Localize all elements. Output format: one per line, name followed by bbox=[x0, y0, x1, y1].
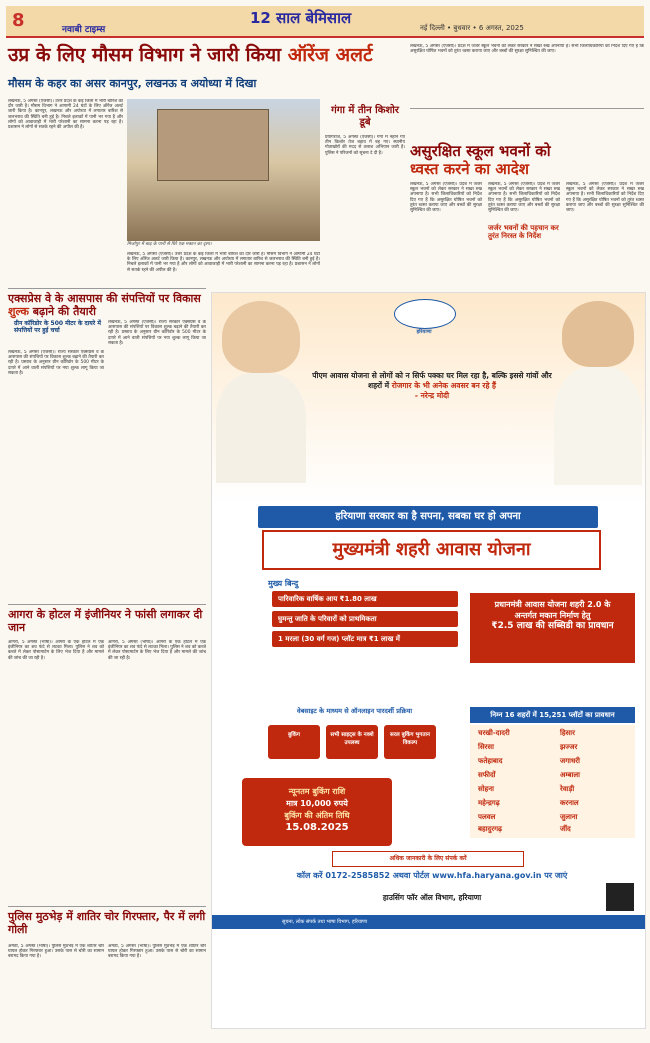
divider bbox=[8, 288, 206, 289]
city-item: अम्बाला bbox=[560, 771, 580, 779]
dateline: नई दिल्ली • बुधवार • 6 अगस्त, 2025 bbox=[420, 24, 524, 32]
government-advertisement bbox=[211, 292, 646, 1029]
ad-bullet: 1 मरला (30 वर्ग गज) प्लॉट मात्र ₹1 लाख में bbox=[272, 631, 458, 647]
city-item: सिरसा bbox=[478, 743, 494, 751]
cm-portrait-body bbox=[554, 367, 642, 485]
police-headline: पुलिस मुठभेड़ में शातिर चोर गिरफ्तार, पैर में लगी गोली bbox=[8, 910, 206, 936]
pmay-line: प्रधानमंत्री आवास योजना शहरी 2.0 के bbox=[494, 600, 611, 609]
pmay-subsidy-amount: ₹2.5 लाख की सब्सिडी का प्रावधान bbox=[491, 621, 614, 631]
police-body-col2: अमेठी, 5 अगस्त (भाषा)। पुलिस मुठभेड़ में एक शातिर चोर घायल होकर गिरफ्तार हुआ। उसके पास से चोरी का सामान बरामद किया गया है। bbox=[108, 944, 206, 960]
ad-cities-header: निम्न 16 शहरों में 15,251 प्लॉटों का प्रावधान bbox=[470, 707, 635, 723]
school-headline bbox=[410, 142, 644, 178]
expressway-headline bbox=[8, 292, 206, 318]
divider bbox=[410, 108, 644, 109]
city-item: जगाधरी bbox=[560, 757, 580, 765]
ad-web-process: वेबसाइट के माध्यम से ऑनलाइन पारदर्शी प्रक्रिया bbox=[296, 707, 413, 715]
divider bbox=[8, 906, 206, 907]
cm-portrait bbox=[562, 301, 634, 367]
lead-headline bbox=[8, 44, 403, 66]
ad-footer: सूचना, लोक संपर्क तथा भाषा विभाग, हरियाणा bbox=[212, 915, 645, 929]
lead-body-col: लखनऊ, 5 अगस्त (एजेंसी)। उत्तर प्रदेश के कई जिलों में भारी बारिश का दौर जारी है। मौसम विभाग ने आगामी 24 घंटों के लिए ऑरेंज अलर्ट जारी किया है। कानपुर, लखनऊ और अयोध्या में लगातार बारिश से जलभराव की स्थिति बनी हुई है। निचले इलाकों में पानी भर गया है और लोगों को आवाजाही में भारी परेशानी का सामना करना पड़ रहा है। प्रशासन ने लोगों से सतर्क रहने की अपील की है। bbox=[8, 99, 123, 131]
ad-flow-step: बुकिंग bbox=[268, 725, 320, 759]
school-body-col1: लखनऊ, 5 अगस्त (एजेंसी)। प्रदेश में जर्जर स्कूल भवनों को लेकर सरकार ने सख्त रुख अपनाया है। सभी जिलाधिकारियों को निर्देश दिए गए हैं कि असुरक्षित घोषित भवनों को तुरंत ध्वस्त कराया जाए और बच्चों की सुरक्षा सुनिश्चित की जाए। bbox=[410, 182, 482, 214]
expressway-headline-end: बढ़ाने की तैयारी bbox=[28, 305, 96, 318]
school-headline-part: असुरक्षित स्कूल भवनों को bbox=[410, 142, 551, 160]
anniversary-banner: 12 साल बेमिसाल bbox=[250, 9, 352, 27]
deadline-date: 15.08.2025 bbox=[285, 822, 349, 833]
city-item: बहादुरगढ़ bbox=[478, 825, 502, 833]
police-body-col1: अमेठी, 5 अगस्त (भाषा)। पुलिस मुठभेड़ में एक शातिर चोर घायल होकर गिरफ्तार हुआ। उसके पास से चोरी का सामान बरामद किया गया है। bbox=[8, 944, 104, 960]
expressway-body-col2: लखनऊ, 5 अगस्त (एजेंसी)। राज्य सरकार एक्सप्रेस वे के आसपास की संपत्तियों पर विकास शुल्क बढ़ाने की तैयारी कर रही है। प्रस्ताव के अनुसार ग्रीन कॉरिडोर के 500 मीटर के दायरे में आने वाली संपत्तियों पर नया शुल्क लागू किया जा सकता है। bbox=[108, 320, 206, 346]
ad-quote-author: - नरेन्द्र मोदी bbox=[414, 391, 450, 400]
ad-slogan-banner: हरियाणा सरकार का है सपना, सबका घर हो अपना bbox=[258, 506, 598, 528]
ad-bullet: पारिवारिक वार्षिक आय ₹1.80 लाख bbox=[272, 591, 458, 607]
lead-subheadline: मौसम के कहर का असर कानपुर, लखनऊ व अयोध्या में दिखा bbox=[8, 77, 257, 90]
ad-dept-label: हरियाणा bbox=[416, 329, 432, 335]
lead-body-continued: लखनऊ, 5 अगस्त (एजेंसी)। उत्तर प्रदेश के कई जिलों में भारी बारिश का दौर जारी है। मौसम विभाग ने आगामी 24 घंटों के लिए ऑरेंज अलर्ट जारी किया है। कानपुर, लखनऊ और अयोध्या में लगातार बारिश से जलभराव की स्थिति बनी हुई है। निचले इलाकों में पानी भर गया है और लोगों को आवाजाही में भारी परेशानी का सामना करना पड़ रहा है। प्रशासन ने लोगों से सतर्क रहने की अपील की है। bbox=[127, 252, 320, 273]
booking-amount: मात्र 10,000 रुपये bbox=[286, 799, 348, 808]
school-headline-highlight: ध्वस्त करने का आदेश bbox=[410, 160, 529, 178]
ad-quote bbox=[307, 371, 557, 401]
pmay-line: अन्तर्गत मकान निर्माण हेतु bbox=[514, 611, 591, 620]
page-number: 8 bbox=[12, 10, 25, 31]
ad-more-info: अधिक जानकारी के लिए संपर्क करें bbox=[332, 851, 524, 867]
ad-booking-deadline bbox=[242, 778, 392, 846]
modi-portrait bbox=[222, 301, 300, 373]
agra-body-col1: आगरा, 5 अगस्त (भाषा)। आगरा के एक होटल में एक इंजीनियर का शव फंदे से लटका मिला। पुलिस ने शव को कब्जे में लेकर पोस्टमार्टम के लिए भेज दिया है और मामले की जांच की जा रही है। bbox=[8, 640, 104, 661]
ad-quote-main: पीएम आवास योजना से लोगों को न सिर्फ पक्का घर मिल रहा है, बल्कि इससे गांवों और शहरों में bbox=[312, 371, 552, 390]
ad-key-points-label: मुख्य बिन्दु bbox=[268, 579, 299, 588]
city-item: रेवाड़ी bbox=[560, 785, 575, 793]
ganga-body: प्रयागराज, 5 अगस्त (एजेंसी)। गंगा में नहाने गए तीन किशोर तेज बहाव में बह गए। स्थानीय गोताखोरों की मदद से तलाश अभियान जारी है। पुलिस ने परिजनों को सूचना दे दी है। bbox=[325, 135, 405, 156]
agra-headline: आगरा के होटल में इंजीनियर ने फांसी लगाकर दी जान bbox=[8, 608, 203, 634]
city-item: करनाल bbox=[560, 799, 579, 807]
expressway-subheadline: ग्रीन कॉरिडोर के 500 मीटर के दायरे में संपत्तियों पर हुई चर्चा bbox=[14, 320, 101, 334]
expressway-headline-highlight: शुल्क bbox=[8, 305, 29, 318]
modi-portrait-body bbox=[216, 373, 306, 483]
ad-contact: कॉल करें 0172-2585852 अथवा पोर्टल www.hfa.haryana.gov.in पर जाएं bbox=[296, 871, 568, 880]
ad-quote-highlight: रोजगार के भी अनेक अवसर बन रहे हैं bbox=[391, 381, 497, 390]
ad-cities-list bbox=[470, 725, 635, 838]
city-item: चरखी-दादरी bbox=[478, 729, 510, 737]
ad-organization: हाउसिंग फॉर ऑल विभाग, हरियाणा bbox=[382, 893, 482, 902]
city-item: फतेहाबाद bbox=[478, 757, 503, 765]
city-item: जुलाना bbox=[560, 813, 578, 821]
city-item: सफीदों bbox=[478, 771, 496, 779]
top-right-body: लखनऊ, 5 अगस्त (एजेंसी)। प्रदेश में जर्जर स्कूल भवनों को लेकर सरकार ने सख्त रुख अपनाया है। सभी जिलाधिकारियों को निर्देश दिए गए हैं कि असुरक्षित घोषित भवनों को तुरंत ध्वस्त कराया जाए और बच्चों की सुरक्षा सुनिश्चित की जाए। bbox=[410, 44, 644, 55]
ad-bullet: घुमन्तु जाति के परिवारों को प्राथमिकता bbox=[272, 611, 458, 627]
brand-name: नवाबी टाइम्स bbox=[62, 25, 106, 35]
qr-code-icon bbox=[604, 881, 636, 913]
school-subheadline: जर्जर भवनों की पहचान कर तुरंत निरस्त के निर्देश bbox=[488, 224, 559, 240]
ad-scheme-title: मुख्यमंत्री शहरी आवास योजना bbox=[262, 530, 601, 570]
lead-headline-part: उप्र के लिए मौसम विभाग ने जारी किया bbox=[8, 44, 288, 66]
expressway-body-col1: लखनऊ, 5 अगस्त (एजेंसी)। राज्य सरकार एक्सप्रेस वे के आसपास की संपत्तियों पर विकास शुल्क बढ़ाने की तैयारी कर रही है। प्रस्ताव के अनुसार ग्रीन कॉरिडोर के 500 मीटर के दायरे में आने वाली संपत्तियों पर नया शुल्क लागू किया जा सकता है। bbox=[8, 350, 104, 376]
photo-caption: मिर्जापुर में बाढ़ के पानी से घिरे एक मकान का दृश्य। bbox=[127, 242, 212, 247]
school-body-col3: लखनऊ, 5 अगस्त (एजेंसी)। प्रदेश में जर्जर स्कूल भवनों को लेकर सरकार ने सख्त रुख अपनाया है। सभी जिलाधिकारियों को निर्देश दिए गए हैं कि असुरक्षित घोषित भवनों को तुरंत ध्वस्त कराया जाए और बच्चों की सुरक्षा सुनिश्चित की जाए। bbox=[566, 182, 644, 214]
pmay-subsidy-box bbox=[470, 593, 635, 663]
agra-body-col2: आगरा, 5 अगस्त (भाषा)। आगरा के एक होटल में एक इंजीनियर का शव फंदे से लटका मिला। पुलिस ने शव को कब्जे में लेकर पोस्टमार्टम के लिए भेज दिया है और मामले की जांच की जा रही है। bbox=[108, 640, 206, 661]
divider bbox=[8, 604, 206, 605]
city-item: झज्जर bbox=[560, 743, 578, 751]
city-item: हिसार bbox=[560, 729, 575, 737]
city-item: पलवल bbox=[478, 813, 496, 821]
lead-headline-highlight: ऑरेंज अलर्ट bbox=[287, 44, 373, 66]
ad-flow-step: सरल बुकिंग भुगतान विकल्प bbox=[384, 725, 436, 759]
city-item: सोहना bbox=[478, 785, 494, 793]
city-item: महेन्द्रगढ़ bbox=[478, 799, 500, 807]
haryana-emblem-icon bbox=[394, 299, 456, 329]
flood-photo bbox=[127, 99, 320, 241]
deadline-line: बुकिंग की अंतिम तिथि bbox=[284, 811, 350, 820]
ganga-headline: गंगा में तीन किशोर डूबे bbox=[331, 105, 399, 128]
expressway-headline-part: एक्सप्रेस वे के आसपास की संपत्तियों पर विकास bbox=[8, 292, 201, 305]
ad-flow-step: सभी साइट्स के नक्शे उपलब्ध bbox=[326, 725, 378, 759]
city-item: जींद bbox=[560, 825, 571, 833]
deadline-line: न्यूनतम बुकिंग राशि bbox=[288, 787, 346, 796]
school-body-col2: लखनऊ, 5 अगस्त (एजेंसी)। प्रदेश में जर्जर स्कूल भवनों को लेकर सरकार ने सख्त रुख अपनाया है। सभी जिलाधिकारियों को निर्देश दिए गए हैं कि असुरक्षित घोषित भवनों को तुरंत ध्वस्त कराया जाए और बच्चों की सुरक्षा सुनिश्चित की जाए। bbox=[488, 182, 560, 214]
